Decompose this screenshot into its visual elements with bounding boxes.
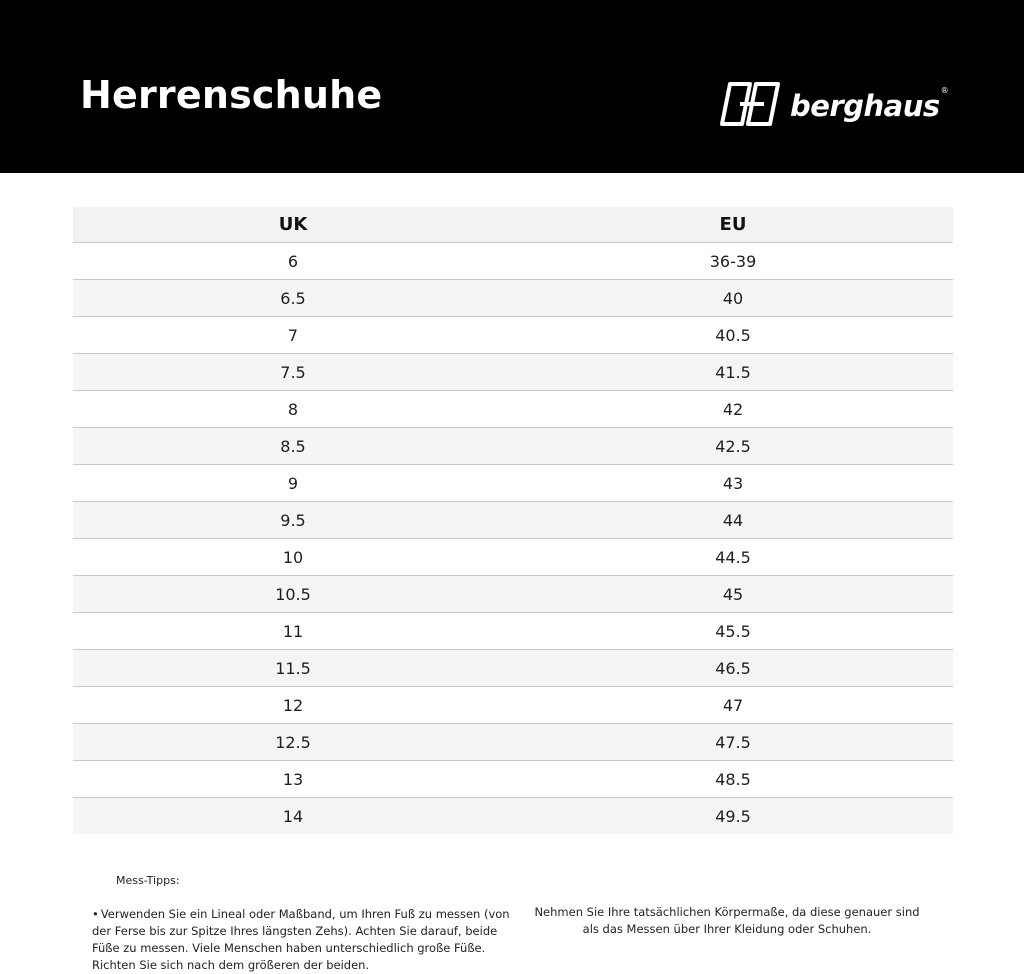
cell-eu: 49.5 [715, 806, 751, 826]
cell-eu: 44.5 [715, 547, 751, 567]
table-row [73, 576, 953, 613]
table-row [73, 539, 953, 576]
cell-eu: 45 [722, 584, 744, 604]
cell-uk: 12.5 [275, 732, 311, 752]
cell-uk: 9 [287, 473, 299, 493]
cell-uk: 11.5 [275, 658, 311, 678]
cell-uk: 11 [282, 621, 304, 641]
cell-uk: 6 [287, 251, 299, 271]
berghaus-logo-icon [720, 80, 784, 128]
tip-left-text: Verwenden Sie ein Lineal oder Maßband, um Ihren Fuß zu messen (von der Ferse bis zur Spitze Ihres längsten Zehs). Achten Sie darauf, beide Füße zu messen. Viele Menschen haben unterschiedlich große Füße. Richten Sie sich nach dem größeren der beiden. [92, 907, 510, 972]
cell-eu: 40.5 [715, 325, 751, 345]
logo-text: berghaus [790, 89, 940, 123]
cell-eu: 42.5 [715, 436, 751, 456]
table-row [73, 687, 953, 724]
cell-uk: 8.5 [280, 436, 306, 456]
cell-eu: 45.5 [715, 621, 751, 641]
table-row [73, 317, 953, 354]
cell-uk: 8 [287, 399, 299, 419]
cell-uk: 7 [287, 325, 299, 345]
cell-eu: 44 [722, 510, 744, 530]
cell-eu: 40 [722, 288, 744, 308]
table-row [73, 761, 953, 798]
cell-uk: 7.5 [280, 362, 306, 382]
table-row [73, 391, 953, 428]
cell-uk: 10.5 [275, 584, 311, 604]
cell-eu: 36-39 [709, 251, 757, 271]
table-row [73, 465, 953, 502]
tips-label: Mess-Tipps: [116, 874, 180, 887]
cell-uk: 9.5 [280, 510, 306, 530]
header-banner [0, 0, 1024, 173]
column-header-eu: EU [719, 214, 747, 235]
cell-eu: 47 [722, 695, 744, 715]
cell-eu: 48.5 [715, 769, 751, 789]
table-row [73, 613, 953, 650]
table-row [73, 502, 953, 539]
column-header-uk: UK [278, 214, 308, 235]
table-row [73, 650, 953, 687]
table-row [73, 724, 953, 761]
table-row [73, 280, 953, 317]
registered-mark: ® [940, 85, 949, 95]
cell-uk: 14 [282, 806, 304, 826]
table-row [73, 428, 953, 465]
berghaus-logo [720, 78, 949, 130]
cell-uk: 12 [282, 695, 304, 715]
table-row [73, 354, 953, 391]
table-row [73, 798, 953, 834]
table-row [73, 243, 953, 280]
table-header-row [73, 207, 953, 243]
cell-eu: 46.5 [715, 658, 751, 678]
cell-eu: 42 [722, 399, 744, 419]
cell-uk: 10 [282, 547, 304, 567]
cell-uk: 6.5 [280, 288, 306, 308]
tip-right: Nehmen Sie Ihre tatsächlichen Körpermaße, da diese genauer sind als das Messen über Ihrer Kleidung oder Schuhen. [534, 905, 920, 936]
cell-eu: 47.5 [715, 732, 751, 752]
page-title: Herrenschuhe [80, 73, 383, 117]
size-table [73, 207, 953, 834]
cell-eu: 41.5 [715, 362, 751, 382]
cell-uk: 13 [282, 769, 304, 789]
tip-left [92, 906, 522, 974]
cell-eu: 43 [722, 473, 744, 493]
bullet-icon: • [92, 907, 99, 921]
